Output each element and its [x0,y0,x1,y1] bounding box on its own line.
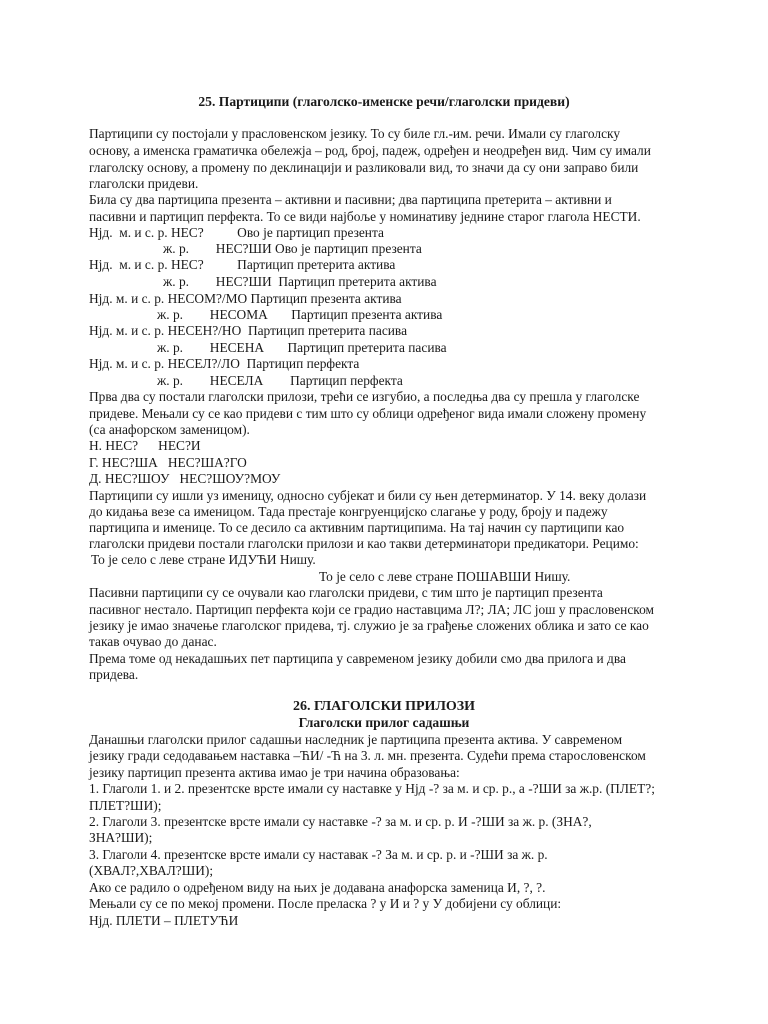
paragraph-line: Прва два су постали глаголски прилози, трећи се изгубио, а последња два су прешла у глаголске [89,389,640,404]
paragraph-line: 1. Глаголи 1. и 2. презентске врсте имали су наставке у Нјд -? за м. и ср. р., а -?ШИ за ж.р. (ПЛЕТ?; [89,781,655,796]
paradigm-line: Нјд. м. и с. р. НЕСЕН?/НО Партицип претерита пасива [89,323,408,338]
paragraph-line: придеве. Мењали су се као придеви с тим што су облици одређеног вида имали сложену промену [89,406,647,421]
declension-line: Д. НЕС?ШОУ НЕС?ШОУ?МОУ [89,471,281,486]
paragraph-line: Према томе од некадашњих пет партиципа у савременом језику добили смо два прилога и два [89,651,626,666]
paradigm-line: ж. р. НЕСЕЛА Партицип перфекта [157,373,403,388]
section-26-title: 26. ГЛАГОЛСКИ ПРИЛОЗИ [292,699,476,714]
paragraph-line: Била су два партиципа презента – активни и пасивни; два партиципа претерита – активни и [89,192,612,207]
paradigm-line: ж. р. НЕСЕНА Партицип претерита пасива [157,340,447,355]
paragraph-line: глаголски придеви постали глаголски прилози и као такви детерминатори предикатори. Рецимо: [89,536,639,551]
paragraph-line: језику гради седодавањем наставка –ЋИ/ -Ћ на 3. л. мн. презента. Судећи према старословенском [89,748,646,763]
paragraph-line: глаголски придеви. [89,176,199,191]
paragraph-line: 2. Глаголи 3. презентске врсте имали су наставке -? за м. и ср. р. И -?ШИ за ж. р. (ЗНА?, [89,814,592,829]
paragraph-line: такав очувао до данас. [89,634,217,649]
declension-line: Н. НЕС? НЕС?И [89,438,201,453]
paragraph-line: Мењали су се по мекој промени. После преласка ? у И и ? у У добијени су облици: [89,896,562,911]
paragraph-line: основу, а именска граматичка обележја – род, број, падеж, одређен и неодређен вид. Чим су имали [89,143,651,158]
paragraph-line: ЗНА?ШИ); [89,830,153,845]
paradigm-line: ж. р. НЕС?ШИ Ово је партицип презента [163,241,422,256]
paragraph-line: 3. Глаголи 4. презентске врсте имали су наставак -? За м. и ср. р. и -?ШИ за ж. р. [89,847,548,862]
paragraph-line: до кидања везе са именицом. Тада престаје конгруенцијско слагање у роду, броју и падежу [89,504,608,519]
paragraph-line: Партиципи су постојали у прасловенском језику. То су биле гл.-им. речи. Имали су глаголску [89,126,621,141]
paradigm-line: ж. р. НЕСОМА Партицип презента актива [157,307,443,322]
section-26-subtitle: Глаголски прилог садашњи [298,715,470,730]
paragraph-line: Нјд. ПЛЕТИ – ПЛЕТУЋИ [89,913,239,928]
paragraph-line: ПЛЕТ?ШИ); [89,798,162,813]
paradigm-line: ж. р. НЕС?ШИ Партицип претерита актива [163,274,437,289]
example-line: То је село с леве стране ИДУЋИ Нишу. [91,552,316,567]
paragraph-line: партиципа и именице. То се десило са активним партиципима. На тај начин су партиципи као [89,520,625,535]
paragraph-line: пасивног нестало. Партицип перфекта који се градио наставцима Л?; ЛА; ЛС још у прасловенском [89,602,655,617]
paragraph-line: пасивни и партицип перфекта. То се види најбоље у номинативу једнине старог глагола НЕСТИ. [89,209,641,224]
paragraph-line: придева. [89,667,139,682]
paragraph-line: Партиципи су ишли уз именицу, односно субјекат и били су њен детерминатор. У 14. веку долази [89,488,647,503]
example-line: То је село с леве стране ПОШАВШИ Нишу. [319,569,571,584]
paragraph-line: глаголску основу, а промену по деклинацији и разликовали вид, то значи да су они заправо били [89,160,639,175]
paradigm-line: Нјд. м. и с. р. НЕС? Ово је партицип презента [89,225,384,240]
paragraph-line: (са анафорском заменицом). [89,422,250,437]
section-25-title: 25. Партиципи (глаголско-именске речи/глаголски придеви) [198,94,570,109]
paradigm-line: Нјд. м. и с. р. НЕСОМ?/МО Партицип презента актива [89,291,402,306]
paradigm-line: Нјд. м. и с. р. НЕСЕЛ?/ЛО Партицип перфекта [89,356,360,371]
declension-line: Г. НЕС?ША НЕС?ША?ГО [89,455,247,470]
paragraph-line: Данашњи глаголски прилог садашњи наследник је партиципа презента актива. У савременом [89,732,623,747]
paragraph-line: (ХВАЛ?,ХВАЛ?ШИ); [89,863,214,878]
paradigm-line: Нјд. м. и с. р. НЕС? Партицип претерита актива [89,257,396,272]
paragraph-line: језику партицип презента актива имао је три начина образовања: [89,765,460,780]
paragraph-line: језику је имао значење глаголског придева, тј. служио је за грађење сложених облика и зато се као [89,618,649,633]
paragraph-line: Пасивни партиципи су се очували као глаголски придеви, с тим што је партицип презента [89,585,603,600]
paragraph-line: Ако се радило о одређеном виду на њих је додавана анафорска заменица И, ?, ?. [89,880,546,895]
